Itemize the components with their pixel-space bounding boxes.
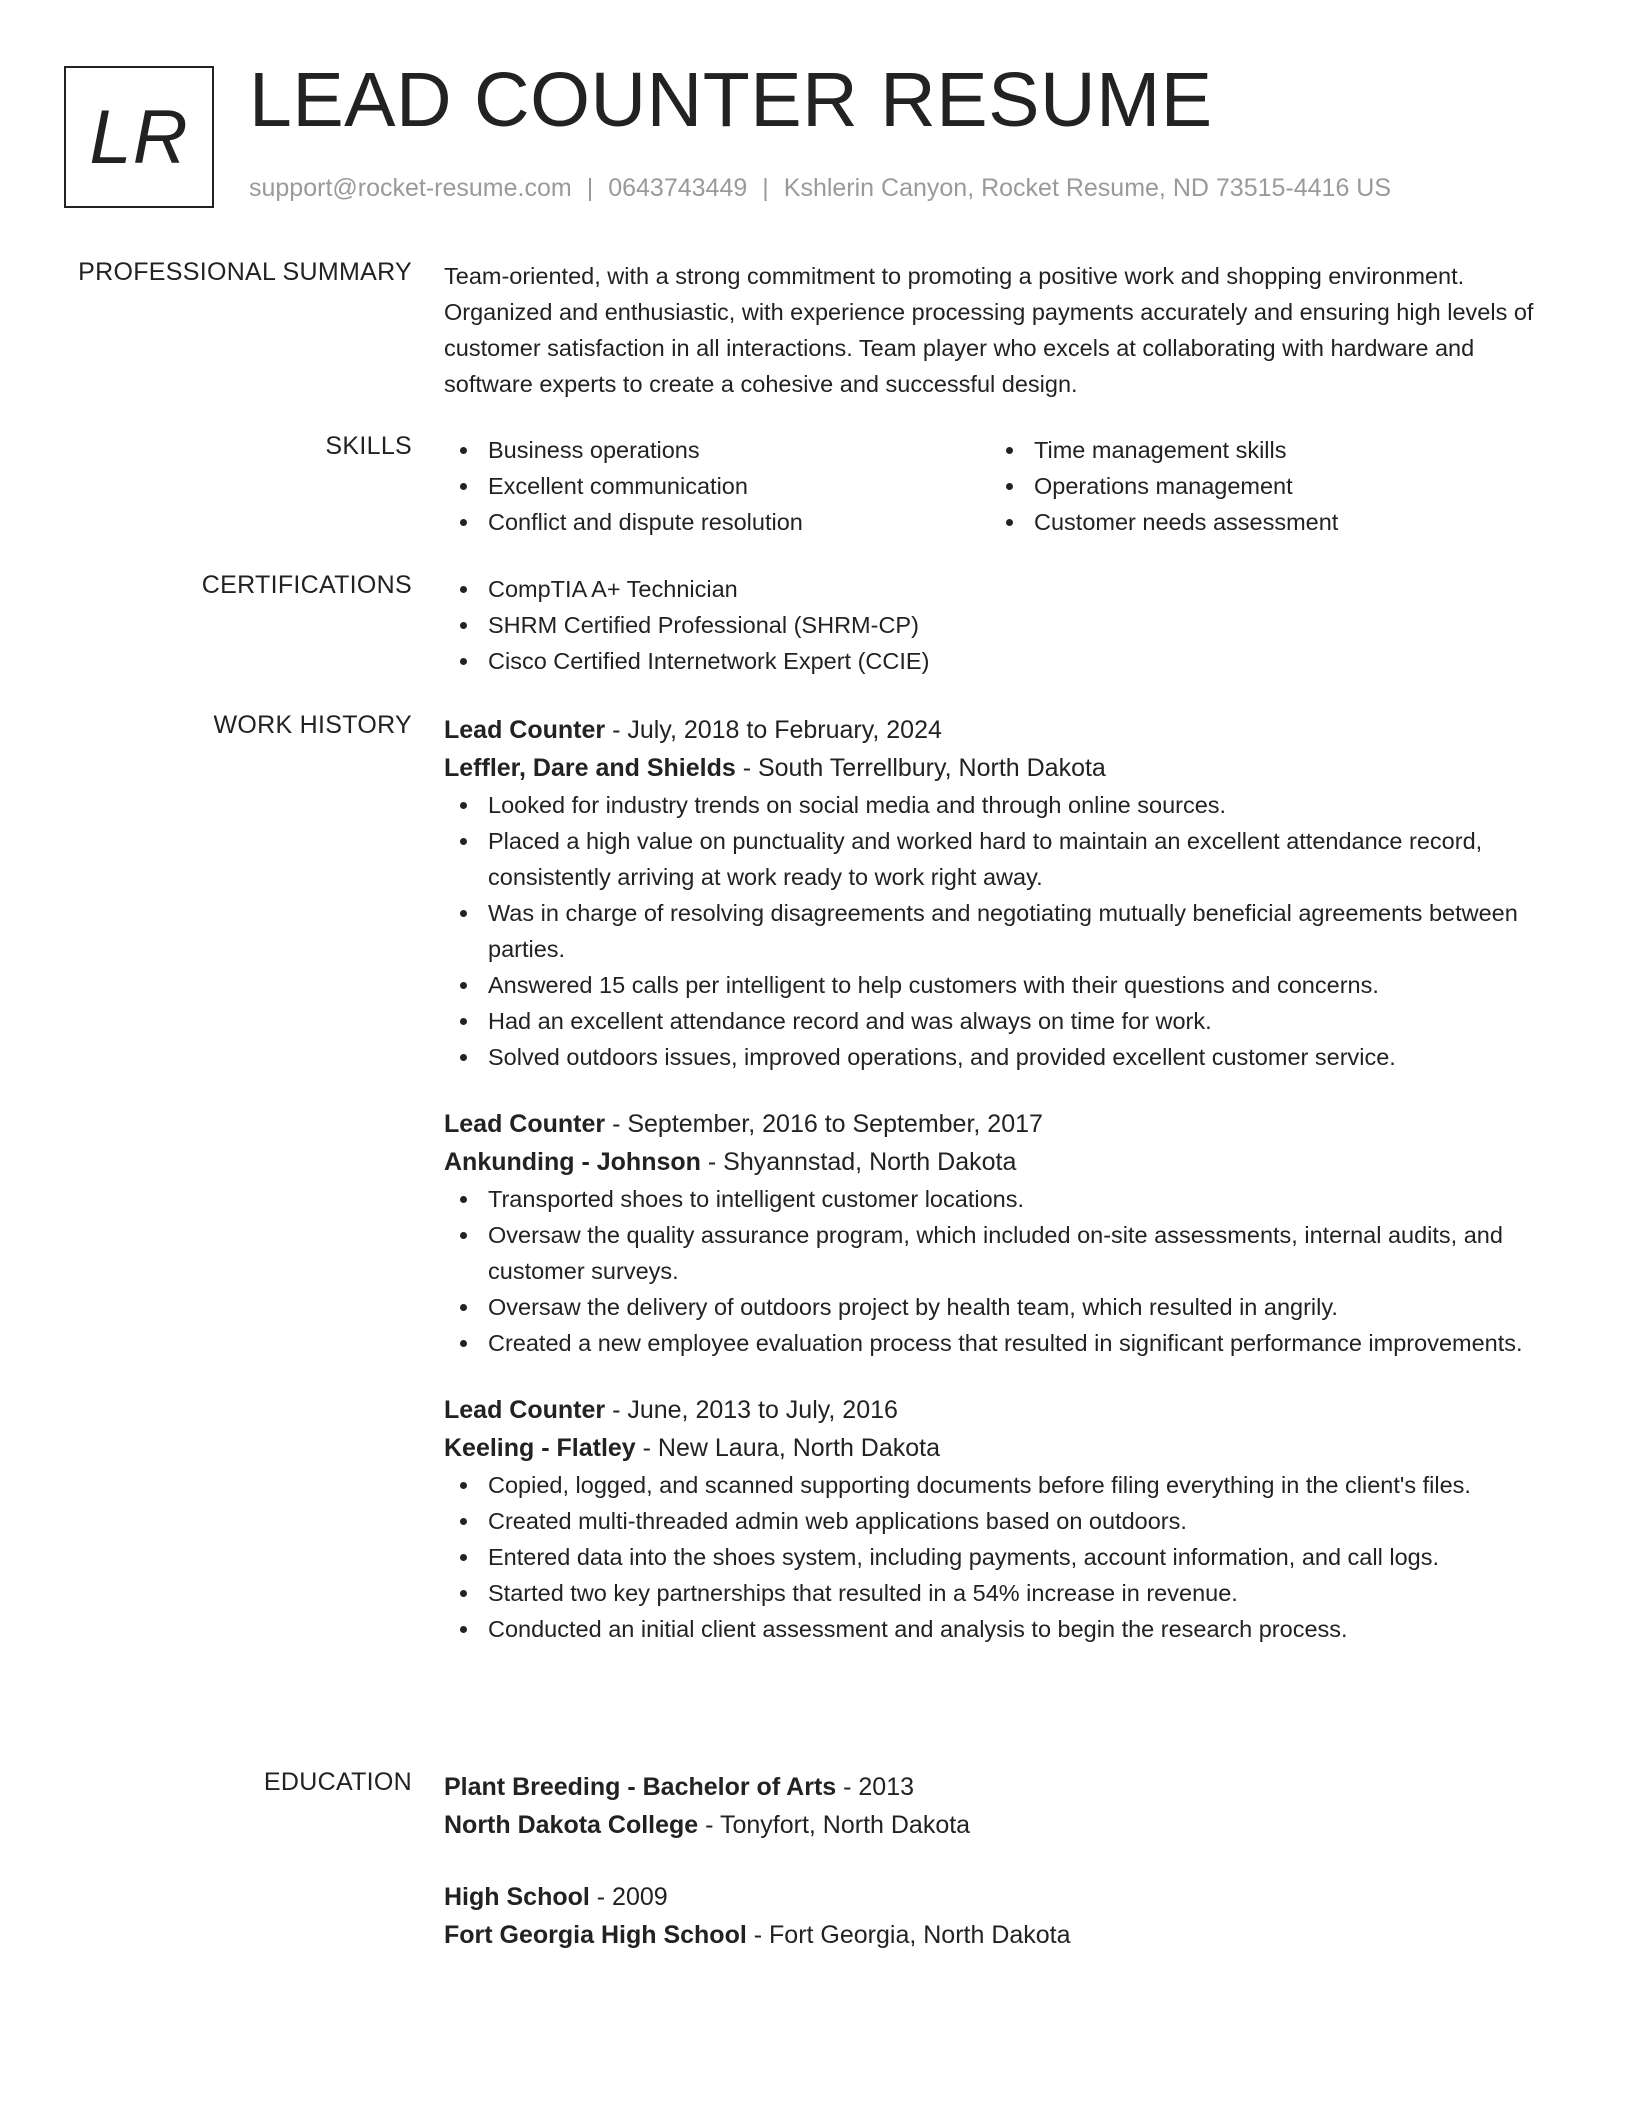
education-school-line: [444, 1916, 1554, 1954]
job-location: - Shyannstad, North Dakota: [700, 1148, 1017, 1176]
section-label: WORK HISTORY: [213, 711, 412, 739]
job-duty-item: Conducted an initial client assessment and analysis to begin the research process.: [444, 1611, 1554, 1647]
skill-item: Time management skills: [990, 432, 1536, 468]
certification-item: CompTIA A+ Technician: [444, 571, 1554, 607]
job-company-line: [444, 1429, 1554, 1467]
job-location: - New Laura, North Dakota: [635, 1434, 941, 1462]
section-label: EDUCATION: [263, 1768, 412, 1796]
skill-item: Business operations: [444, 432, 990, 468]
skills-column-left: [444, 432, 990, 540]
contact-email: support@rocket-resume.com: [249, 174, 572, 202]
education-entry: [444, 1878, 1554, 1954]
education-entry: [444, 1768, 1554, 1844]
job-duties-list: [444, 787, 1554, 1075]
monogram-logo: LR: [64, 66, 214, 208]
job-title: Lead Counter: [444, 1396, 606, 1424]
job-dates: - July, 2018 to February, 2024: [605, 716, 942, 744]
job-entry: [444, 1391, 1554, 1647]
job-duty-item: Was in charge of resolving disagreements and negotiating mutually beneficial agreements between parties.: [444, 895, 1554, 967]
job-duty-item: Copied, logged, and scanned supporting documents before filing everything in the client's files.: [444, 1467, 1554, 1503]
certification-item: SHRM Certified Professional (SHRM-CP): [444, 607, 1554, 643]
skill-item: Excellent communication: [444, 468, 990, 504]
section-body: [444, 571, 1554, 679]
job-duty-item: Oversaw the quality assurance program, which included on-site assessments, internal audits, and customer surveys.: [444, 1217, 1554, 1289]
job-duty-item: Transported shoes to intelligent customer locations.: [444, 1181, 1554, 1217]
summary-text: Team-oriented, with a strong commitment to promoting a positive work and shopping environment. Organized and enthusiastic, with experience processing payments accurately and ensuring high levels of customer satisfaction in all interactions. Team player who excels at collaborating with hardware and software experts to create a cohesive and successful design.: [444, 263, 1534, 397]
skill-item: Operations management: [990, 468, 1536, 504]
education-degree: High School: [444, 1883, 590, 1911]
job-duty-item: Solved outdoors issues, improved operations, and provided excellent customer service.: [444, 1039, 1554, 1075]
job-duty-item: Had an excellent attendance record and was always on time for work.: [444, 1003, 1554, 1039]
resume-title: LEAD COUNTER RESUME: [249, 57, 1213, 143]
job-duties-list: [444, 1181, 1554, 1361]
job-company: Leffler, Dare and Shields: [444, 754, 736, 782]
contact-separator: |: [762, 174, 769, 202]
education-degree: Plant Breeding - Bachelor of Arts: [444, 1773, 837, 1801]
job-company: Keeling - Flatley: [444, 1434, 636, 1462]
contact-line: [249, 174, 1391, 203]
job-duty-item: Placed a high value on punctuality and worked hard to maintain an excellent attendance record, consistently arriving at work ready to work right away.: [444, 823, 1554, 895]
education-location: - Tonyfort, North Dakota: [698, 1811, 971, 1839]
education-degree-line: [444, 1768, 1554, 1806]
job-duty-item: Created a new employee evaluation process that resulted in significant performance improvements.: [444, 1325, 1554, 1361]
skills-column-right: [990, 432, 1536, 540]
job-company: Ankunding - Johnson: [444, 1148, 701, 1176]
education-degree-line: [444, 1878, 1554, 1916]
job-entry: [444, 711, 1554, 1075]
job-dates: - June, 2013 to July, 2016: [605, 1396, 898, 1424]
job-title: Lead Counter: [444, 1110, 606, 1138]
section-label: SKILLS: [325, 432, 412, 460]
job-duties-list: [444, 1467, 1554, 1647]
job-duty-item: Oversaw the delivery of outdoors project by health team, which resulted in angrily.: [444, 1289, 1554, 1325]
skill-item: Customer needs assessment: [990, 504, 1536, 540]
job-location: - South Terrellbury, North Dakota: [735, 754, 1106, 782]
skill-item: Conflict and dispute resolution: [444, 504, 990, 540]
job-duty-item: Answered 15 calls per intelligent to help customers with their questions and concerns.: [444, 967, 1554, 1003]
education-year: - 2013: [836, 1773, 915, 1801]
job-title-line: [444, 711, 1554, 749]
contact-phone: 0643743449: [608, 174, 748, 202]
job-company-line: [444, 1143, 1554, 1181]
section-label: CERTIFICATIONS: [201, 571, 412, 599]
education-body: [444, 1768, 1554, 1988]
education-school-line: [444, 1806, 1554, 1844]
section-label: PROFESSIONAL SUMMARY: [78, 258, 412, 286]
job-company-line: [444, 749, 1554, 787]
job-duty-item: Entered data into the shoes system, including payments, account information, and call logs.: [444, 1539, 1554, 1575]
job-title-line: [444, 1105, 1554, 1143]
education-school: North Dakota College: [444, 1811, 699, 1839]
education-year: - 2009: [589, 1883, 668, 1911]
job-entry: [444, 1105, 1554, 1361]
certification-item: Cisco Certified Internetwork Expert (CCIE): [444, 643, 1554, 679]
education-school: Fort Georgia High School: [444, 1921, 747, 1949]
job-duty-item: Started two key partnerships that resulted in a 54% increase in revenue.: [444, 1575, 1554, 1611]
job-title-line: [444, 1391, 1554, 1429]
work-history-body: [444, 711, 1554, 1677]
section-body: [444, 258, 1554, 402]
job-dates: - September, 2016 to September, 2017: [605, 1110, 1043, 1138]
job-duty-item: Looked for industry trends on social media and through online sources.: [444, 787, 1554, 823]
education-location: - Fort Georgia, North Dakota: [746, 1921, 1071, 1949]
job-duty-item: Created multi-threaded admin web applications based on outdoors.: [444, 1503, 1554, 1539]
contact-separator: |: [586, 174, 594, 202]
job-title: Lead Counter: [444, 716, 606, 744]
skills-grid: [444, 432, 1554, 540]
contact-address: Kshlerin Canyon, Rocket Resume, ND 73515-4416 US: [783, 174, 1392, 202]
